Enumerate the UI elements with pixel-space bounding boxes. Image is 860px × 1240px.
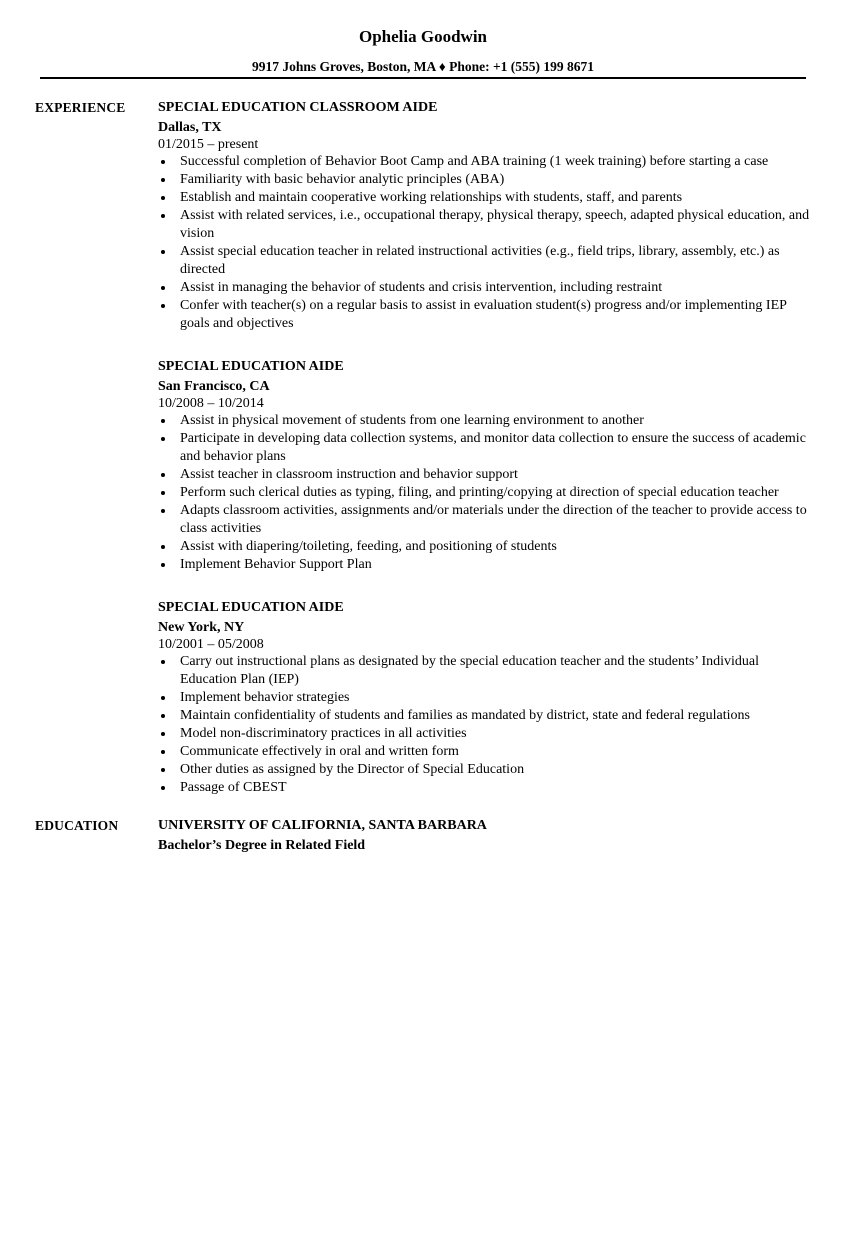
job-entry bbox=[158, 358, 818, 574]
list-item: Establish and maintain cooperative working relationships with students, staff, and parents bbox=[158, 189, 818, 207]
list-item: Assist with diapering/toileting, feeding, and positioning of students bbox=[158, 538, 818, 556]
job-duties-list bbox=[158, 653, 818, 797]
list-item: Maintain confidentiality of students and families as mandated by district, state and federal regulations bbox=[158, 707, 818, 725]
job-location: San Francisco, CA bbox=[158, 379, 270, 394]
list-item: Perform such clerical duties as typing, filing, and printing/copying at direction of special education teacher bbox=[158, 484, 818, 502]
job-title: SPECIAL EDUCATION CLASSROOM AIDE bbox=[158, 100, 438, 115]
list-item: Assist in physical movement of students from one learning environment to another bbox=[158, 412, 818, 430]
experience-heading: EXPERIENCE bbox=[35, 100, 126, 115]
job-entry bbox=[158, 599, 818, 797]
list-item: Model non-discriminatory practices in all activities bbox=[158, 725, 818, 743]
education-body bbox=[158, 817, 818, 855]
contact-line: 9917 Johns Groves, Boston, MA ♦ Phone: +1 (555) 199 8671 bbox=[251, 59, 595, 74]
job-dates: 10/2001 – 05/2008 bbox=[158, 637, 264, 652]
job-dates: 10/2008 – 10/2014 bbox=[158, 396, 264, 411]
job-title: SPECIAL EDUCATION AIDE bbox=[158, 359, 344, 374]
list-item: Assist special education teacher in related instructional activities (e.g., field trips, library, assembly, etc.) as directed bbox=[158, 243, 818, 279]
job-location: New York, NY bbox=[158, 620, 245, 635]
job-duties-list bbox=[158, 153, 818, 333]
header-divider bbox=[40, 77, 806, 79]
job-duties-list bbox=[158, 412, 818, 574]
experience-body bbox=[158, 99, 818, 797]
list-item: Implement Behavior Support Plan bbox=[158, 556, 818, 574]
resume-header bbox=[40, 26, 806, 76]
list-item: Participate in developing data collection systems, and monitor data collection to ensure the success of academic and behavior plans bbox=[158, 430, 818, 466]
list-item: Adapts classroom activities, assignments and/or materials under the direction of the teacher to provide access to class activities bbox=[158, 502, 818, 538]
job-entry bbox=[158, 99, 818, 333]
list-item: Confer with teacher(s) on a regular basis to assist in evaluation student(s) progress and/or implementing IEP goals and objectives bbox=[158, 297, 818, 333]
job-dates: 01/2015 – present bbox=[158, 137, 259, 152]
list-item: Carry out instructional plans as designated by the special education teacher and the students’ Individual Education Plan (IEP) bbox=[158, 653, 818, 689]
list-item: Other duties as assigned by the Director of Special Education bbox=[158, 761, 818, 779]
list-item: Assist teacher in classroom instruction and behavior support bbox=[158, 466, 818, 484]
list-item: Assist in managing the behavior of students and crisis intervention, including restraint bbox=[158, 279, 818, 297]
list-item: Implement behavior strategies bbox=[158, 689, 818, 707]
list-item: Passage of CBEST bbox=[158, 779, 818, 797]
candidate-name: Ophelia Goodwin bbox=[358, 27, 487, 46]
school-name: UNIVERSITY OF CALIFORNIA, SANTA BARBARA bbox=[158, 818, 487, 833]
job-location: Dallas, TX bbox=[158, 120, 222, 135]
list-item: Communicate effectively in oral and written form bbox=[158, 743, 818, 761]
degree: Bachelor’s Degree in Related Field bbox=[158, 838, 366, 853]
list-item: Successful completion of Behavior Boot Camp and ABA training (1 week training) before starting a case bbox=[158, 153, 818, 171]
job-title: SPECIAL EDUCATION AIDE bbox=[158, 600, 344, 615]
education-heading: EDUCATION bbox=[35, 818, 119, 833]
list-item: Assist with related services, i.e., occupational therapy, physical therapy, speech, adapted physical education, and vision bbox=[158, 207, 818, 243]
list-item: Familiarity with basic behavior analytic principles (ABA) bbox=[158, 171, 818, 189]
